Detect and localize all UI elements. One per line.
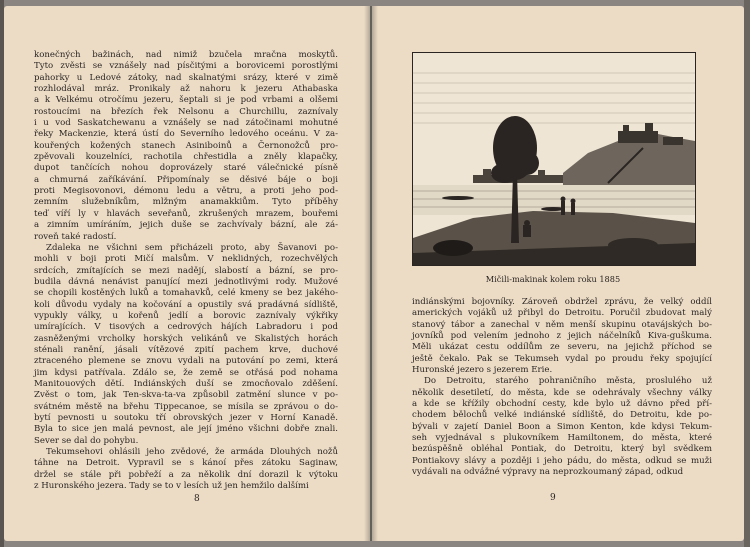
text-line: Sever se dal do pohybu. [34,435,139,446]
illustration-caption: Mičili-makinak kolem roku 1885 [485,274,621,284]
text-line: zemním služebníkům, mlžným anamakkiům. Tyto příběhy [34,197,338,208]
scan-edge-right [744,0,750,547]
text-line: vydávali na odvážné výpravy na neprozkoumaný západ, odkud [412,467,684,478]
text-line: proti Megisovonovi, démonu ledu a větru, a proti jeho pod- [34,186,338,197]
text-line: bytí pevnosti u soutoku tří obrovských jezer v Horní Kanadě. [34,413,338,423]
text-line: srdcích, zmítajících se mezi nadějí, slabostí a bázní, se pro- [34,265,338,276]
text-line: táhne na Detroit. Vypravil se s kánoí přes zátoku Saginaw, [34,458,338,469]
text-line: bývali v zajetí Daniel Boon a Simon Kenton, kde kdysi Tekum- [412,421,712,432]
text-line: mohli v boji proti Mičí malsům. V neklidných, rozechvělých [34,254,338,265]
text-line: z Huronského jezera. Tady se to v lesích už jen hemžilo dalšími [34,481,309,492]
text-line: stanový tábor a zanechal v něm menší skupinu otavájských bo- [412,319,712,330]
text-line: se chopili kostěných luků a tomahavků, celé kmeny se bez jakého- [34,288,338,299]
right-page-text [412,297,712,479]
text-line: Byla to sice jen malá pevnost, ale její jméno všichni dobře znali. [34,424,338,435]
text-line: konečných bažinách, nad nimiž bzučela mračna moskytů. [34,50,338,60]
text-line: indiánskými bojovníky. Zároveň obdržel zprávu, že velký oddíl [412,297,712,307]
text-line: pahorky u Ledové zátoky, nad skalnatými srázy, které v zimě [34,72,338,83]
left-page [4,6,370,541]
text-line: Tyto zvěsti se vznášely nad písčitými a borovicemi porostlými [34,61,338,72]
text-line: seh vyjednával s plukovníkem Hamiltonem, do města, které [412,433,712,444]
right-page [372,6,744,541]
text-line: Do Detroitu, starého pohraničního města, proslulého už [424,376,712,387]
text-line: a chmurná zaříkávání. Připomínaly se děsivé báje o boji [34,174,338,185]
book-gutter [364,6,378,541]
text-line: a zimním umíráním, jejich duše se zachvívaly bázní, ale zá- [34,220,338,231]
text-line: teď víří ly v hlavách seveřanů, zkrušených mrazem, bouřemi [34,208,338,219]
text-line: kouřených kožených stanech Asiniboinů a Černonožců pro- [34,140,338,151]
text-line: rozhlodával mráz. Pronikaly až nahoru k jezeru Athabaska [34,84,338,95]
text-line: Zdaleka ne všichni sem přicházeli proto, aby Šavanovi po- [46,242,338,253]
text-line: vypukly války, u kořenů jedlí a borovic zaznívaly výkřiky [34,310,338,321]
engraving-tree-fort-river-icon [413,53,695,265]
text-line: roveň také radostí. [34,231,117,242]
text-line: umírajících. V tisových a cedrových hájích Labradoru i pod [34,322,338,333]
text-line: budila dávná nenávist panující mezi jednotlivými rody. Mužové [34,276,338,287]
text-line: rostoucími na březích řek Nelsonu a Churchillu, zaznívaly [34,106,338,117]
text-line: sténali ranění, jásali vítězové zpití pachem krve, duchové [34,344,338,355]
text-line: a kde se křížily obchodní cesty, kde bylo už dávno před pří- [412,399,712,410]
text-line: koli důvodu vydaly na kočování a opustily svá pradávná sídliště, [34,299,338,310]
text-line: jim kdysi patřívala. Zdálo se, že země se otřásá pod nohama [34,367,338,378]
text-line: amerických vojáků už přibyl do Detroitu. Poručil zbudovat malý [412,308,712,319]
left-page-number: 8 [194,494,200,504]
text-line: Zvěst o tom, jak Ten-skva-ta-va způsobil zatmění slunce v po- [34,390,338,401]
text-line: Tekumsehovi ohlásili jeho zvědové, že armáda Dlouhých nožů [46,447,338,458]
text-line: Manitouových dětí. Indiánských duší se zmocňovalo zděšení. [34,378,338,389]
text-line: řeky Mackenzie, která ústí do Severního ledového oceánu. V za- [34,129,338,140]
engraving-illustration [412,52,696,266]
text-line: dupot tančících nohou doprovázely staré válečnické písně [34,163,338,174]
text-line: a k Velkému otročímu jezeru, šeptali si je pod vrbami a olšemi [34,95,338,106]
right-page-number: 9 [550,493,556,503]
text-line: zpěvovali kouzelníci, rachotila chřestidla a zněly klapačky, [34,152,338,163]
left-page-text [34,50,338,492]
text-line: ještě čekalo. Pak se Tekumseh vydal po proudu řeky spojující [412,353,712,364]
text-line: zasněženými vrcholky horských velikánů ve Skalistých horách [34,333,338,344]
text-line: držel se stále při pobřeží a za několik dní dorazil k výtoku [34,469,338,480]
text-line: několik desetiletí, do města, kde se odehrávaly všechny války [412,387,712,398]
text-line: bezúspěšně obléhal Pontiak, do Detroitu, který byl svědkem [412,444,712,455]
text-line: svátném městě na břehu Tippecanoe, se mísila se zprávou o do- [34,401,338,412]
text-line: chodem bělochů velké indiánské sídliště, do Detroitu, kde po- [412,410,712,421]
text-line: ztraceného plemene se znovu vydali na putování po zemi, která [34,356,338,367]
text-line: jovníků pod velením jednoho z jejich náčelníků Kiva-guškuma. [412,331,712,342]
text-line: Měli ukázat cestu oddílům ze severu, na jejichž příchod se [412,342,712,353]
text-line: i u vod Saskatchewanu a vznášely se nad zátočinami mohutné [34,118,338,129]
text-line: Pontiakovy slávy a později i jeho pádu, do města, odkud se muži [412,455,712,466]
text-line: Huronské jezero s jezerem Erie. [412,365,553,376]
